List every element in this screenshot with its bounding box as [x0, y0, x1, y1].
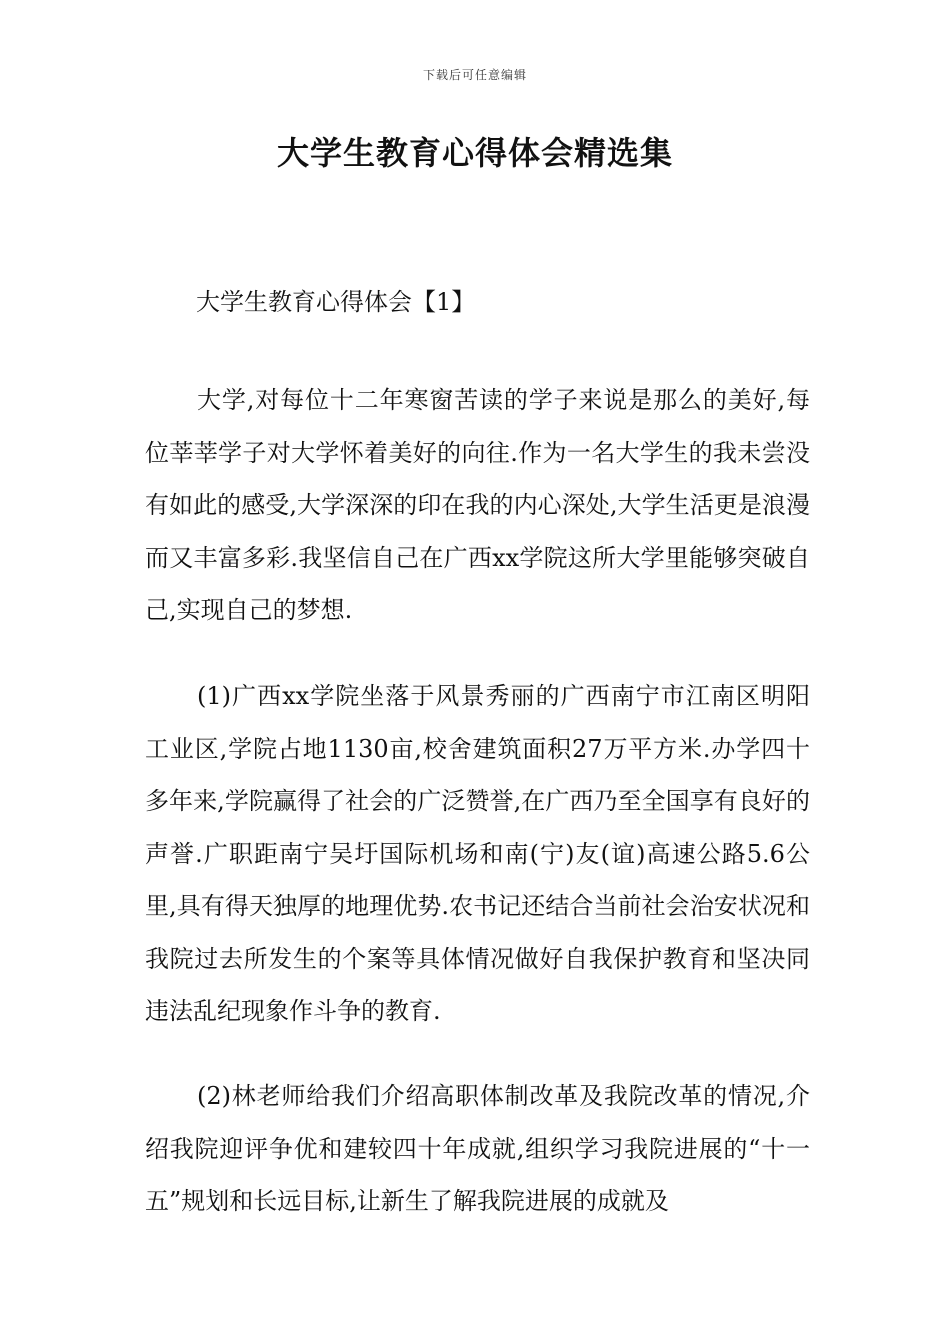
- section-heading: 大学生教育心得体会【1】: [196, 288, 476, 316]
- header-note: 下载后可任意编辑: [422, 68, 527, 82]
- document-title: 大学生教育心得体会精选集: [276, 134, 673, 172]
- paragraph-intro: 大学,对每位十二年寒窗苦读的学子来说是那么的美好,每位莘莘学子对大学怀着美好的向往.作为一名大学生的我未尝没有如此的感受,大学深深的印在我的内心深处,大学生活更是浪漫而又丰富多彩.我坚信自己在广西xx学院这所大学里能够突破自己,实现自己的梦想.: [145, 386, 810, 624]
- paragraph-item-2: (2)林老师给我们介绍高职体制改革及我院改革的情况,介绍我院迎评争优和建较四十年成就,组织学习我院进展的“十一五”规划和长远目标,让新生了解我院进展的成就及: [145, 1082, 810, 1215]
- paragraph-item-1: (1)广西xx学院坐落于风景秀丽的广西南宁市江南区明阳工业区,学院占地1130亩,校舍建筑面积27万平方米.办学四十多年来,学院赢得了社会的广泛赞誉,在广西乃至全国享有良好的声誉.广职距南宁吴圩国际机场和南(宁)友(谊)高速公路5.6公里,具有得天独厚的地理优势.农书记还结合当前社会治安状况和我院过去所发生的个案等具体情况做好自我保护教育和坚决同违法乱纪现象作斗争的教育.: [145, 682, 810, 1025]
